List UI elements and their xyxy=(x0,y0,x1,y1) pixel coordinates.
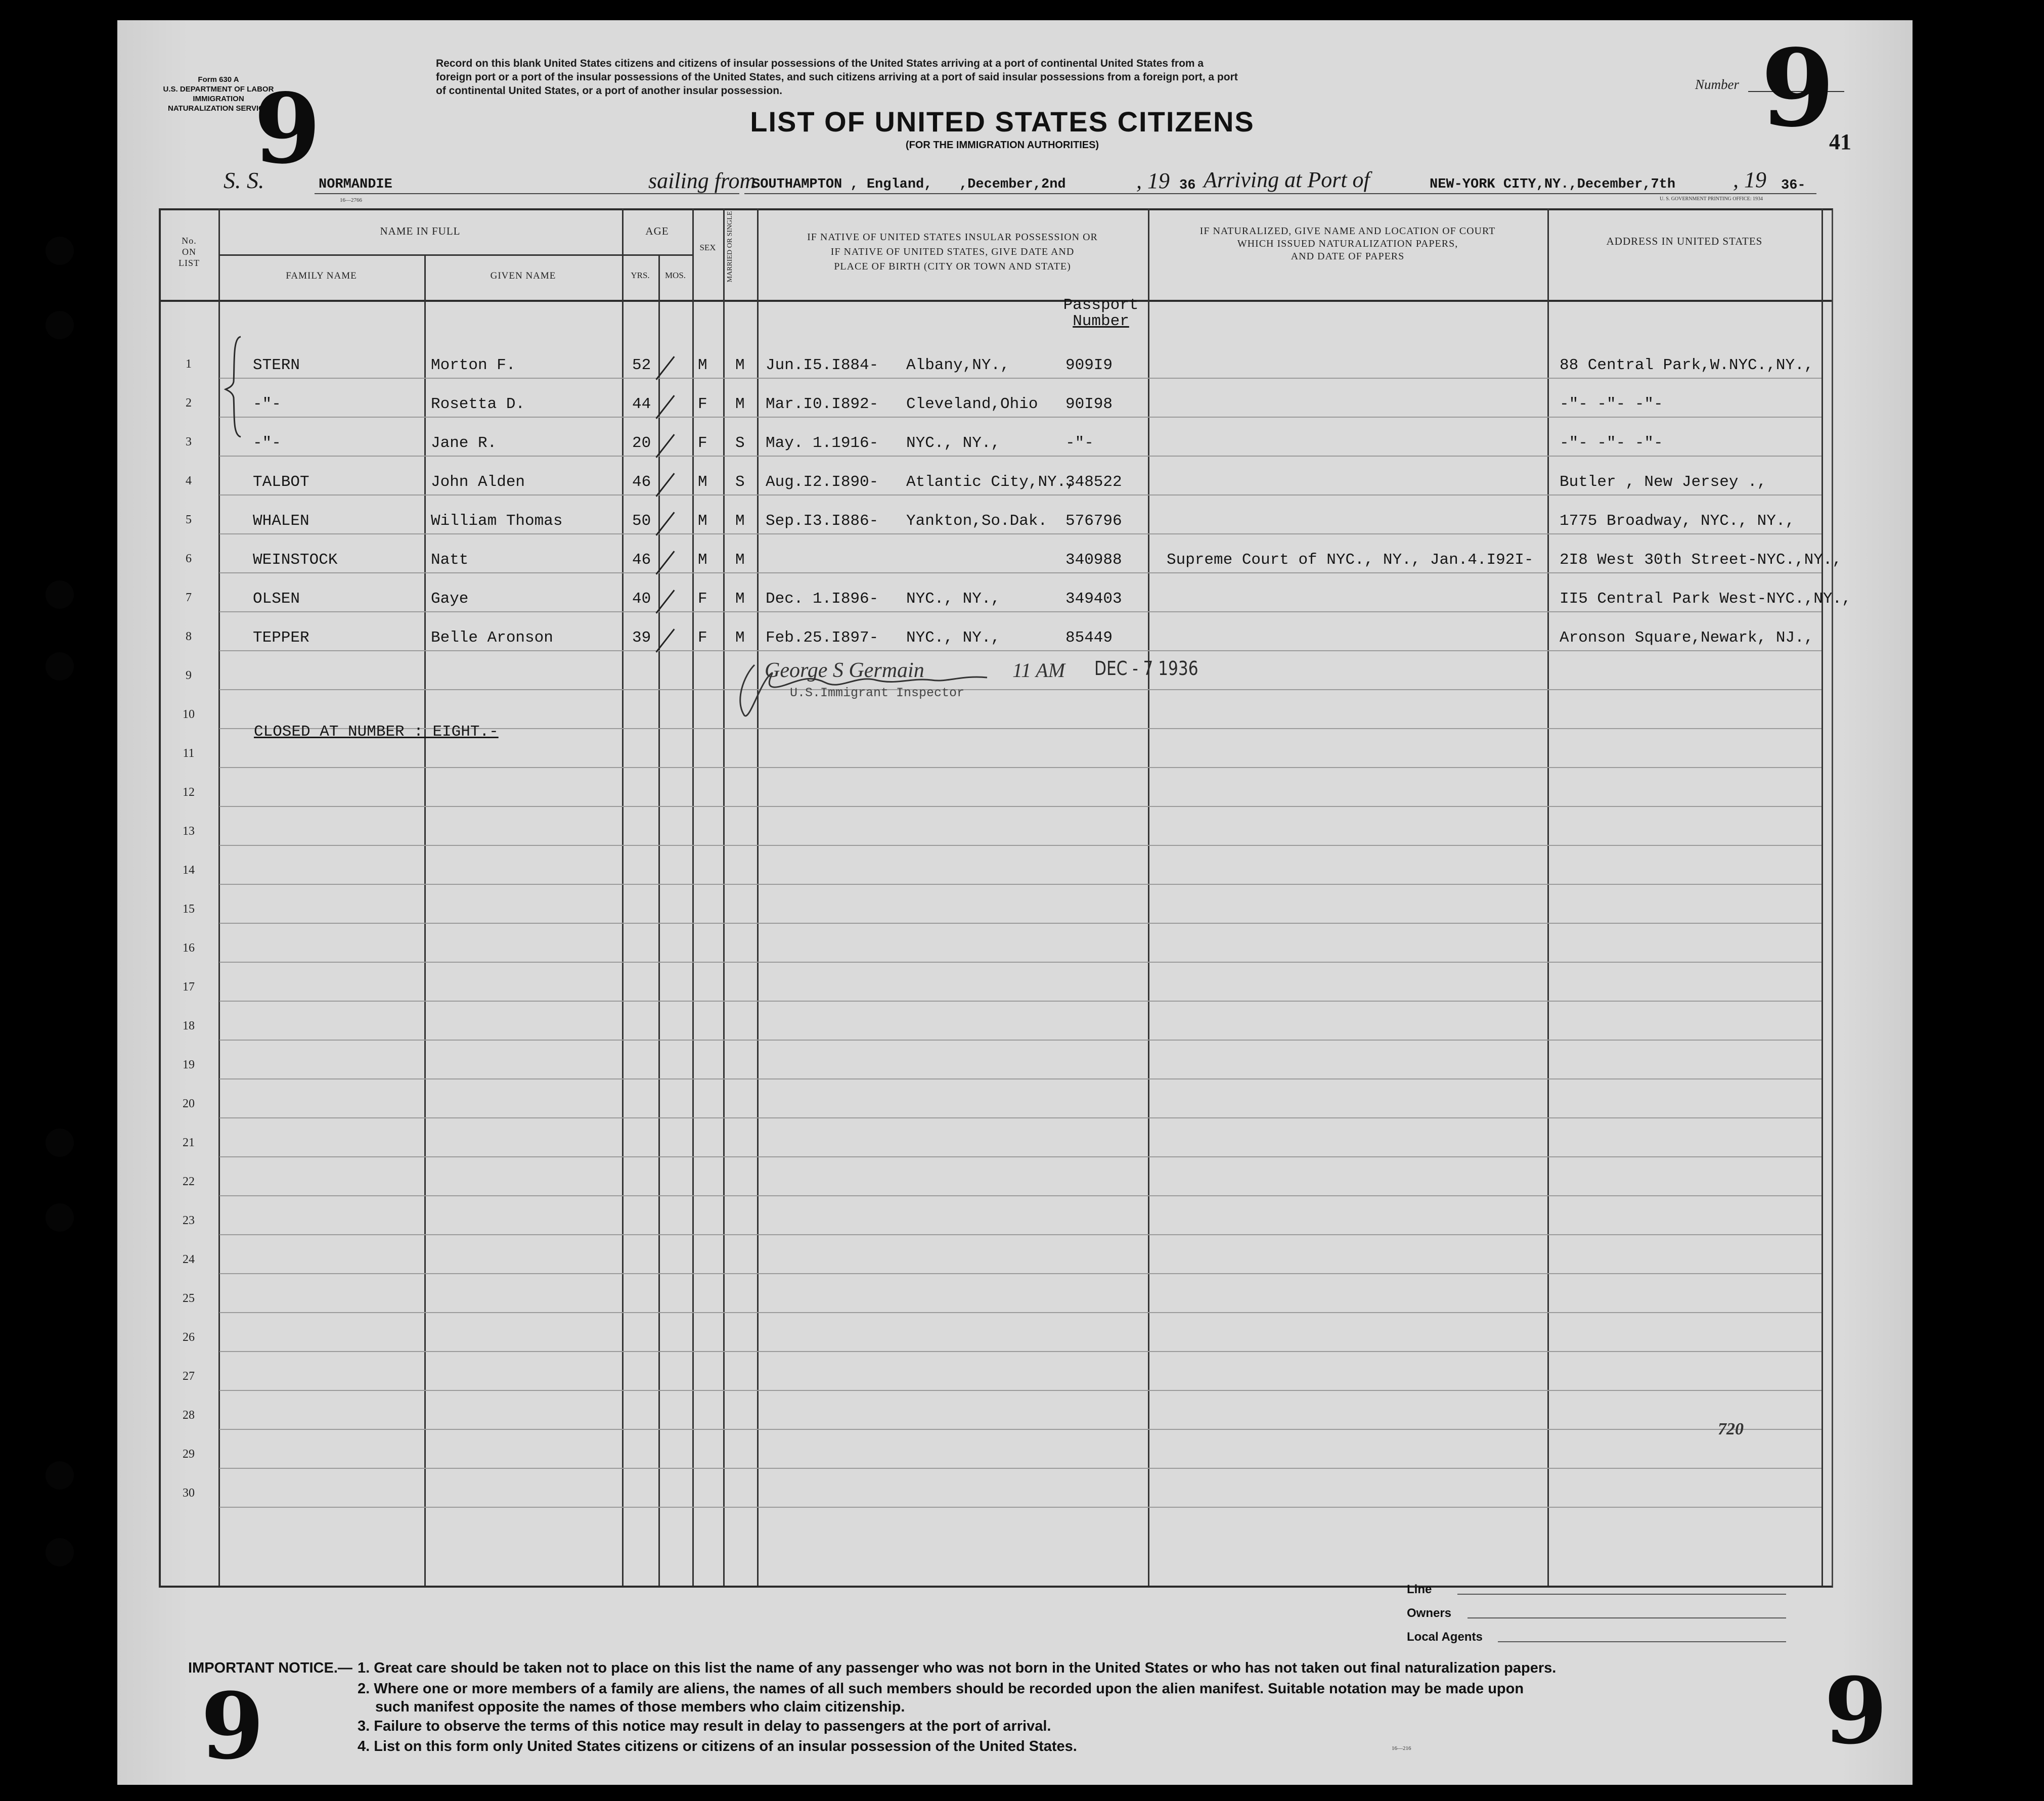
birth-date-cell: Aug.I2.I890- xyxy=(766,473,879,491)
family-name-cell: WEINSTOCK xyxy=(253,551,338,569)
row-number: 30 xyxy=(183,1487,195,1500)
sail-year-prefix: , 19 xyxy=(1136,168,1170,193)
header-subrule-name xyxy=(218,254,622,256)
sex-cell: M xyxy=(698,356,707,374)
sailing-date: ,December,2nd xyxy=(959,177,1066,192)
passport-number-cell: 576796 xyxy=(1065,512,1122,530)
marital-status-cell: M xyxy=(735,512,745,530)
header-naturalized-line-1: IF NATURALIZED, GIVE NAME AND LOCATION OF COURT xyxy=(1199,226,1496,237)
ruled-line xyxy=(219,1429,1821,1430)
ship-name: NORMANDIE xyxy=(319,177,392,192)
ruled-line xyxy=(219,1351,1821,1352)
header-mos: MOS. xyxy=(664,271,686,280)
ruled-line xyxy=(219,1117,1821,1118)
ruled-line xyxy=(219,456,1821,457)
ruled-line xyxy=(219,1273,1821,1274)
col-rule-no xyxy=(218,208,220,1586)
page-subtitle: (FOR THE IMMIGRATION AUTHORITIES) xyxy=(905,140,1099,151)
row-number: 8 xyxy=(186,630,192,643)
ruled-line xyxy=(219,1078,1821,1079)
voyage-underline xyxy=(744,193,1816,194)
header-naturalized-line-3: AND DATE OF PAPERS xyxy=(1291,251,1405,262)
address-cell: 2I8 West 30th Street-NYC.,NY., xyxy=(1560,551,1842,569)
header-birth-line-3: PLACE OF BIRTH (CITY OR TOWN AND STATE) xyxy=(834,261,1071,272)
notice-item-2-cont: such manifest opposite the names of those members who claim citizenship. xyxy=(375,1699,905,1715)
passport-number-cell: 909I9 xyxy=(1065,356,1113,374)
ruled-line xyxy=(219,378,1821,379)
header-passport xyxy=(1058,297,1144,330)
given-name-cell: Gaye xyxy=(431,590,469,608)
row-number: 14 xyxy=(183,864,195,877)
col-rule-naturalized xyxy=(1547,208,1549,1586)
address-cell: 1775 Broadway, NYC., NY., xyxy=(1560,512,1795,530)
birth-place-cell: NYC., NY., xyxy=(906,434,1001,452)
age-years-cell: 44 xyxy=(632,395,651,413)
inspector-title: U.S.Immigrant Inspector xyxy=(790,686,965,700)
page-title: LIST OF UNITED STATES CITIZENS xyxy=(750,106,1255,138)
family-name-cell: STERN xyxy=(253,356,300,374)
service-line-1: IMMIGRATION xyxy=(193,95,244,103)
header-family-name: FAMILY NAME xyxy=(286,271,357,281)
instruction-line-1: Record on this blank United States citizens and citizens of insular possessions of the United States arriving at a port of continental United States from a xyxy=(436,58,1204,69)
family-name-cell: -"- xyxy=(253,434,281,452)
family-name-cell: TEPPER xyxy=(253,629,309,647)
birth-date-cell: Jun.I5.I884- xyxy=(766,356,879,374)
marital-status-cell: M xyxy=(735,551,745,569)
ruled-line xyxy=(219,1195,1821,1196)
given-name-cell: Rosetta D. xyxy=(431,395,525,413)
service-line-2: NATURALIZATION SERVICE xyxy=(167,104,269,113)
address-cell: -"- -"- -"- xyxy=(1560,395,1663,413)
binder-hole xyxy=(46,237,74,265)
binder-hole xyxy=(46,1538,74,1566)
marital-status-cell: M xyxy=(735,395,745,413)
ruled-line xyxy=(219,767,1821,768)
ruled-line xyxy=(219,1040,1821,1041)
given-name-cell: William Thomas xyxy=(431,512,563,530)
sex-cell: F xyxy=(698,629,707,647)
birth-place-cell: Yankton,So.Dak. xyxy=(906,512,1048,530)
arriving-label: Arriving at Port of xyxy=(1204,167,1370,192)
family-name-cell: OLSEN xyxy=(253,590,300,608)
header-rule xyxy=(159,300,1832,302)
margin-mark: 720 xyxy=(1718,1420,1744,1438)
row-number: 15 xyxy=(183,903,195,916)
header-sex: SEX xyxy=(699,243,716,252)
row-number: 9 xyxy=(186,669,192,682)
marital-status-cell: S xyxy=(735,473,745,491)
birth-place-cell: NYC., NY., xyxy=(906,590,1001,608)
row-number: 3 xyxy=(186,435,192,448)
given-name-cell: John Alden xyxy=(431,473,525,491)
binder-hole xyxy=(46,1129,74,1157)
sex-cell: M xyxy=(698,512,707,530)
age-years-cell: 46 xyxy=(632,551,651,569)
form-instruction xyxy=(436,57,1730,98)
ss-label: S. S. xyxy=(224,167,264,193)
row-number: 23 xyxy=(183,1214,195,1227)
marital-status-cell: M xyxy=(735,356,745,374)
departure-port: SOUTHAMPTON , England, xyxy=(752,177,932,192)
ruled-line xyxy=(219,1507,1821,1508)
row-number: 26 xyxy=(183,1331,195,1344)
row-number: 6 xyxy=(186,552,192,565)
page-number: 41 xyxy=(1829,129,1851,154)
line-label: Line xyxy=(1407,1583,1432,1596)
col-rule-family xyxy=(424,255,426,1586)
header-naturalized xyxy=(1148,225,1547,263)
row-number: 18 xyxy=(183,1019,195,1032)
header-passport-line-1: Passport xyxy=(1063,296,1139,314)
passport-number-cell: 85449 xyxy=(1065,629,1113,647)
family-bracket xyxy=(224,334,244,440)
signature-text: George S Germain xyxy=(765,659,924,682)
row-number: 4 xyxy=(186,474,192,487)
birth-date-cell: Mar.I0.I892- xyxy=(766,395,879,413)
number-label: Number xyxy=(1695,77,1739,92)
header-given-name: GIVEN NAME xyxy=(490,271,556,281)
ruled-line xyxy=(219,1390,1821,1391)
row-number: 19 xyxy=(183,1058,195,1071)
ruled-line xyxy=(219,611,1821,612)
header-married-single: MARRIED OR SINGLE xyxy=(726,211,734,283)
header-no-on-list xyxy=(161,235,217,268)
instruction-line-2: foreign port or a port of the insular possessions of the United States, and such citizens arriving at a port of said insular possessions from a foreign port, a port xyxy=(436,71,1238,83)
birth-place-cell: Albany,NY., xyxy=(906,356,1010,374)
header-subrule-age xyxy=(622,254,692,256)
receipt-stamp-date: DEC - 7 1936 xyxy=(1094,657,1198,680)
address-cell: II5 Central Park West-NYC.,NY., xyxy=(1560,590,1851,608)
address-cell: 88 Central Park,W.NYC.,NY., xyxy=(1560,356,1814,374)
list-number-top-right: 9 xyxy=(1761,26,1835,151)
header-no-line-1: No. xyxy=(182,236,197,246)
given-name-cell: Belle Aronson xyxy=(431,629,553,647)
agents-label: Local Agents xyxy=(1407,1630,1483,1644)
col-rule-sex xyxy=(723,208,725,1586)
sex-cell: F xyxy=(698,395,707,413)
row-number: 16 xyxy=(183,941,195,955)
header-birth xyxy=(757,230,1148,274)
passport-number-cell: 349403 xyxy=(1065,590,1122,608)
header-no-line-3: LIST xyxy=(179,258,200,268)
birth-date-cell: Sep.I3.I886- xyxy=(766,512,879,530)
row-number: 10 xyxy=(183,708,195,721)
header-naturalized-line-2: WHICH ISSUED NATURALIZATION PAPERS, xyxy=(1237,238,1458,249)
birth-place-cell: NYC., NY., xyxy=(906,629,1001,647)
col-rule-mos xyxy=(692,208,694,1586)
list-number-bottom-left: 9 xyxy=(201,1673,264,1780)
list-number-top-left: 9 xyxy=(254,72,321,185)
row-number: 21 xyxy=(183,1136,195,1149)
ruled-line xyxy=(219,533,1821,534)
agents-field[interactable] xyxy=(1498,1641,1786,1642)
notice-item-2: 2. Where one or more members of a family are aliens, the names of all such members should be recorded upon the alien manifest. Suitable notation may be made upon xyxy=(358,1681,1524,1697)
ruled-line xyxy=(219,417,1821,418)
arrival-port: NEW-YORK CITY,NY.,December,7th xyxy=(1430,177,1676,192)
ruled-line xyxy=(219,806,1821,807)
col-rule-address xyxy=(1821,208,1823,1586)
row-number: 24 xyxy=(183,1253,195,1266)
row-number: 7 xyxy=(186,591,192,604)
ruled-line xyxy=(219,1468,1821,1469)
header-birth-line-1: IF NATIVE OF UNITED STATES INSULAR POSSESSION OR xyxy=(807,232,1098,243)
list-number-bottom-right: 9 xyxy=(1824,1658,1888,1765)
row-number: 20 xyxy=(183,1097,195,1110)
line-field[interactable] xyxy=(1457,1594,1786,1595)
family-name-cell: TALBOT xyxy=(253,473,309,491)
family-name-cell: -"- xyxy=(253,395,281,413)
sailing-label: sailing from xyxy=(648,168,756,193)
col-rule-given xyxy=(622,208,624,1586)
age-years-cell: 40 xyxy=(632,590,651,608)
row-number: 12 xyxy=(183,786,195,799)
age-years-cell: 46 xyxy=(632,473,651,491)
header-birth-line-2: IF NATIVE OF UNITED STATES, GIVE DATE AND xyxy=(830,246,1075,257)
manifest-sheet xyxy=(117,20,1913,1785)
birth-date-cell: May. 1.1916- xyxy=(766,434,879,452)
ruled-line xyxy=(219,494,1821,496)
row-number: 1 xyxy=(186,357,192,371)
passport-number-cell: 90I98 xyxy=(1065,395,1113,413)
sex-cell: F xyxy=(698,590,707,608)
age-years-cell: 52 xyxy=(632,356,651,374)
marital-status-cell: M xyxy=(735,629,745,647)
header-name-in-full: NAME IN FULL xyxy=(380,225,461,237)
age-years-cell: 50 xyxy=(632,512,651,530)
passport-number-cell: -"- xyxy=(1065,434,1094,452)
binder-hole xyxy=(46,311,74,339)
row-number: 25 xyxy=(183,1292,195,1305)
printer-note: U. S. GOVERNMENT PRINTING OFFICE: 1934 xyxy=(1660,196,1763,202)
col-rule-birth xyxy=(1148,208,1149,1586)
marital-status-cell: M xyxy=(735,590,745,608)
department-name: U.S. DEPARTMENT OF LABOR xyxy=(163,85,274,94)
row-number: 11 xyxy=(183,747,195,760)
ruled-line xyxy=(219,884,1821,885)
ruled-line xyxy=(219,1156,1821,1157)
age-years-cell: 39 xyxy=(632,629,651,647)
ruled-line xyxy=(219,1312,1821,1313)
printer-code-left: 16—2766 xyxy=(340,197,362,203)
header-address: ADDRESS IN UNITED STATES xyxy=(1606,235,1763,247)
ruled-line xyxy=(219,1234,1821,1235)
sail-year: 36 xyxy=(1179,178,1196,193)
naturalization-cell: Supreme Court of NYC., NY., Jan.4.I92I- xyxy=(1167,551,1534,569)
row-number: 27 xyxy=(183,1370,195,1383)
row-number: 13 xyxy=(183,825,195,838)
birth-date-cell: Feb.25.I897- xyxy=(766,629,879,647)
binder-hole xyxy=(46,1461,74,1490)
ruled-line xyxy=(219,572,1821,573)
ruled-line xyxy=(219,650,1821,651)
closing-note: CLOSED AT NUMBER : EIGHT.- xyxy=(254,723,499,741)
notice-item-4: 4. List on this form only United States citizens or citizens of an insular possession of the United States. xyxy=(358,1738,1077,1754)
header-age: AGE xyxy=(645,225,669,237)
sex-cell: M xyxy=(698,473,707,491)
address-cell: Butler , New Jersey ., xyxy=(1560,473,1767,491)
header-no-line-2: ON xyxy=(182,247,196,257)
header-passport-line-2: Number xyxy=(1073,312,1129,330)
given-name-cell: Morton F. xyxy=(431,356,516,374)
birth-place-cell: Cleveland,Ohio xyxy=(906,395,1038,413)
owners-label: Owners xyxy=(1407,1606,1452,1620)
header-yrs: YRS. xyxy=(631,271,650,280)
binder-hole xyxy=(46,1203,74,1232)
notice-heading: IMPORTANT NOTICE.— xyxy=(188,1660,352,1676)
ruled-line xyxy=(219,1001,1821,1002)
family-name-cell: WHALEN xyxy=(253,512,309,530)
notice-item-3: 3. Failure to observe the terms of this notice may result in delay to passengers at the port of arrival. xyxy=(358,1718,1051,1734)
given-name-cell: Natt xyxy=(431,551,469,569)
birth-date-cell: Dec. 1.I896- xyxy=(766,590,879,608)
birth-place-cell: Atlantic City,NY., xyxy=(906,473,1076,491)
binder-hole xyxy=(46,580,74,609)
row-number: 28 xyxy=(183,1409,195,1422)
footer-code: 16—216 xyxy=(1392,1745,1411,1751)
passport-number-cell: 340988 xyxy=(1065,551,1122,569)
col-rule-married xyxy=(757,208,759,1586)
instruction-line-3: of continental United States, or a port of another insular possession. xyxy=(436,85,782,97)
ruled-line xyxy=(219,845,1821,846)
address-cell: -"- -"- -"- xyxy=(1560,434,1663,452)
row-number: 17 xyxy=(183,980,195,994)
row-number: 22 xyxy=(183,1175,195,1188)
sex-cell: F xyxy=(698,434,707,452)
given-name-cell: Jane R. xyxy=(431,434,497,452)
ruled-line xyxy=(219,923,1821,924)
notice-item-1: 1. Great care should be taken not to place on this list the name of any passenger who was not born in the United States or who has not taken out final naturalization papers. xyxy=(358,1660,1557,1676)
form-number: Form 630 A xyxy=(198,75,239,84)
sex-cell: M xyxy=(698,551,707,569)
marital-status-cell: S xyxy=(735,434,745,452)
age-years-cell: 20 xyxy=(632,434,651,452)
arrival-year: 36- xyxy=(1781,178,1806,193)
row-number: 29 xyxy=(183,1448,195,1461)
passport-number-cell: 348522 xyxy=(1065,473,1122,491)
owners-field[interactable] xyxy=(1468,1617,1786,1618)
row-number: 5 xyxy=(186,513,192,526)
table-frame xyxy=(159,208,1833,1588)
address-cell: Aronson Square,Newark, NJ., xyxy=(1560,629,1814,647)
binder-hole xyxy=(46,652,74,681)
row-number: 2 xyxy=(186,396,192,410)
ruled-line xyxy=(219,962,1821,963)
signature-time: 11 AM xyxy=(1012,659,1065,682)
arrival-year-prefix: , 19 xyxy=(1733,167,1766,192)
